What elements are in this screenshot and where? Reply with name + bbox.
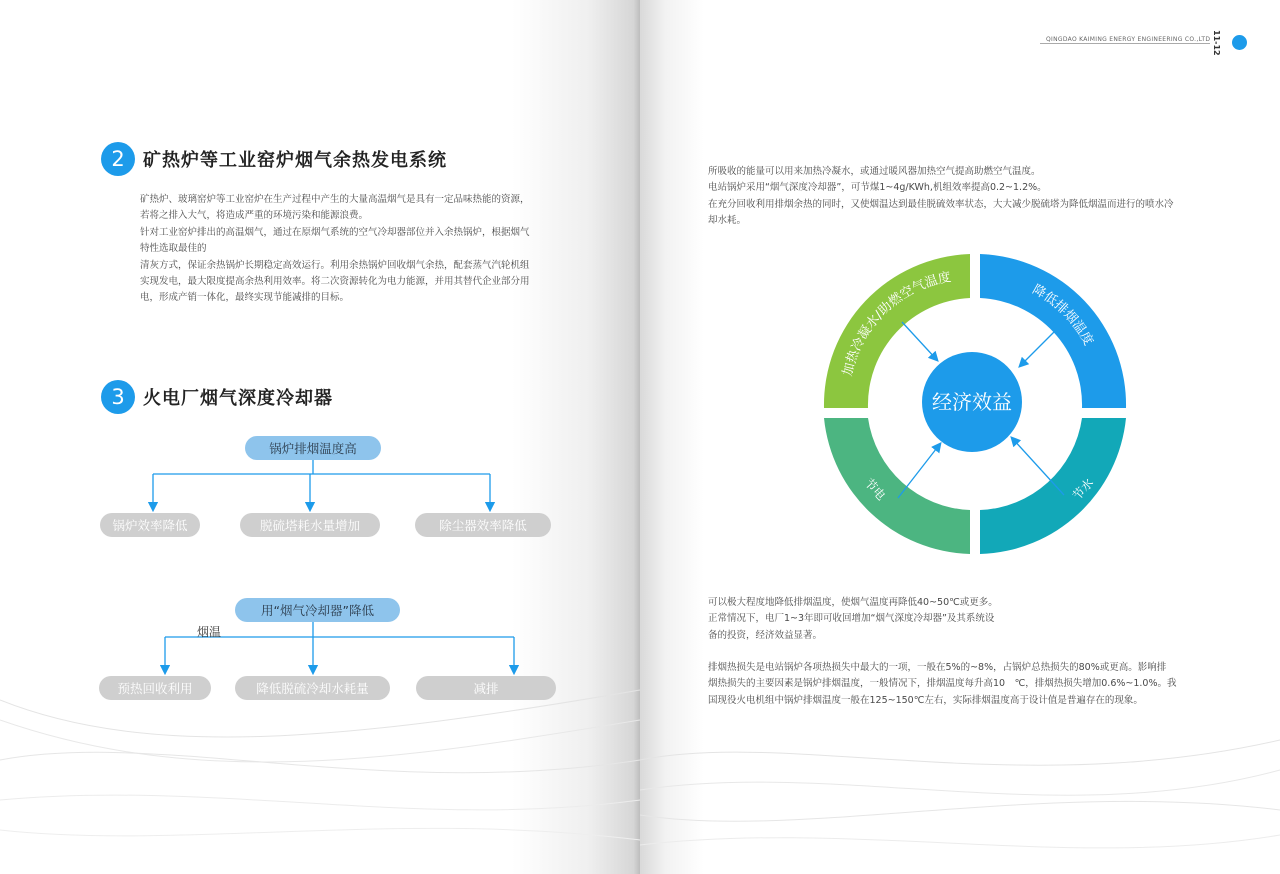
arrow-bl <box>898 444 940 498</box>
text-line: 实现发电，最大限度提高余热利用效率。将二次资源转化为电力能源，并用其替代企业部分用 <box>140 276 530 288</box>
segment-label-4: 节电 <box>861 475 889 503</box>
text-line: 电，形成产销一体化，最终实现节能减排的目标。 <box>140 292 350 304</box>
section-3-number: 3 <box>101 380 135 414</box>
arrow-tl <box>902 322 937 360</box>
flow2-item-3: 减排 <box>416 676 556 700</box>
benefit-ring-diagram <box>810 240 1140 570</box>
flow2-top-box: 用“烟气冷却器”降低 <box>235 598 400 622</box>
text-line: 针对工业窑炉排出的高温烟气，通过在原烟气系统的空气冷却器部位并入余热锅炉，根据烟气 <box>140 226 530 238</box>
flow1-item-2: 脱硫塔耗水量增加 <box>240 513 380 537</box>
segment-label-3: 节水 <box>1069 475 1097 503</box>
flow1-item-3: 除尘器效率降低 <box>415 513 551 537</box>
header-rule <box>1040 43 1210 44</box>
right-bottom-paragraph-1 <box>708 595 1068 644</box>
arrow-br <box>1012 438 1064 495</box>
text-line: 却水耗。 <box>708 215 747 227</box>
text-line: 可以极大程度地降低排烟温度，使烟气温度再降低40~50℃或更多。 <box>708 597 998 608</box>
arrow-tr <box>1020 326 1060 366</box>
text-line: 电站锅炉采用“烟气深度冷却器”，可节煤1~4g/KWh,机组效率提高0.2~1.2%。 <box>708 182 1047 194</box>
text-line: 所吸收的能量可以用来加热冷凝水，或通过暖风器加热空气提高助燃空气温度。 <box>708 166 1041 177</box>
text-line: 备的投资，经济效益显著。 <box>708 629 823 641</box>
center-label: 经济效益 <box>932 390 1012 414</box>
flow1-top-box: 锅炉排烟温度高 <box>245 436 381 460</box>
text-line: 排烟热损失是电站锅炉各项热损失中最大的一项，一般在5%的~8%，占锅炉总热损失的80%或更高。影响排 <box>708 662 1167 673</box>
section-2-title: 矿热炉等工业窑炉烟气余热发电系统 <box>143 150 447 171</box>
text-line: 清灰方式，保证余热锅炉长期稳定高效运行。利用余热锅炉回收烟气余热，配套蒸气汽轮机组 <box>140 259 530 271</box>
company-name: QINGDAO KAIMING ENERGY ENGINEERING CO.,LTD <box>1046 36 1211 43</box>
text-line: 烟热损失的主要因素是锅炉排烟温度，一般情况下，排烟温度每升高10 ℃，排烟热损失增加0.6%~1.0%。我 <box>708 678 1177 690</box>
flow2-branch-label: 烟温 <box>197 625 222 639</box>
text-line: 在充分回收利用排烟余热的同时，又使烟温达到最佳脱硫效率状态，大大减少脱硫塔为降低烟温而进行的喷水冷 <box>708 198 1174 210</box>
section-3-title: 火电厂烟气深度冷却器 <box>143 388 333 409</box>
text-line: 国现役火电机组中锅炉排烟温度一般在125~150℃左右，实际排烟温度高于设计值是普遍存在的现象。 <box>708 694 1143 706</box>
page-number: 11-12 <box>1212 30 1221 56</box>
text-line: 若将之排入大气，将造成严重的环境污染和能源浪费。 <box>140 210 369 222</box>
text-line: 正常情况下，电厂1~3年即可收回增加“烟气深度冷却器”及其系统设 <box>708 613 995 625</box>
flow2-item-2: 降低脱硫冷却水耗量 <box>235 676 390 700</box>
flow2-item-1: 预热回收利用 <box>99 676 211 700</box>
section-2-number: 2 <box>101 142 135 176</box>
segment-label-2: 降低排烟温度 <box>1029 282 1096 349</box>
text-line: 矿热炉、玻璃窑炉等工业窑炉在生产过程中产生的大量高温烟气是具有一定品味热能的资源， <box>140 194 530 205</box>
right-bottom-paragraph-2 <box>708 660 1198 709</box>
segment-label-1: 加热冷凝水/助燃空气温度 <box>840 269 953 378</box>
right-top-paragraph <box>708 164 1208 230</box>
flow1-item-1: 锅炉效率降低 <box>100 513 200 537</box>
page-dot-icon <box>1232 35 1247 50</box>
text-line: 特性选取最佳的 <box>140 243 207 255</box>
